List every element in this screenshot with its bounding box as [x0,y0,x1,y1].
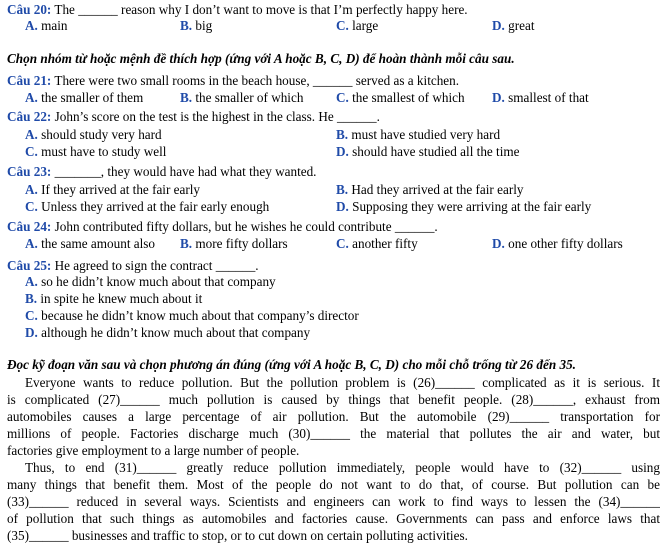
option-b[interactable]: B. more fifty dollars [180,236,288,251]
question-25 [0,257,671,274]
passage-line: Everyone wants to reduce pollution. But the pollution problem is (26)______ complicated as it is serious. It [25,375,660,390]
passage-line: factories give employment to a large number of people. [7,443,300,458]
question-stem: The ______ reason why I don’t want to move is that I’m perfectly happy here. [54,2,468,17]
passage-line: is complicated (27)______ much pollution is caused by things that benefit people. (28)______, exhaust from [7,392,660,407]
option-c[interactable]: C. the smallest of which [336,90,465,105]
question-25-option-c [0,307,671,324]
option-a[interactable]: A. should study very hard [25,127,162,142]
question-25-option-d [0,324,671,341]
passage-line: Thus, to end (31)______ greatly reduce pollution immediately, people would have to (32)______ using [25,460,660,475]
option-d[interactable]: D. although he didn’t know much about that company [25,325,311,340]
option-a[interactable]: A. so he didn’t know much about that company [25,274,276,289]
question-stem: _______, they would have had what they wanted. [54,164,317,179]
passage-line: many things that benefit them. Most of the people do not want to do that, of course. But pollution can be [7,477,660,492]
question-number: Câu 24: [7,219,52,234]
question-stem: There were two small rooms in the beach house, ______ served as a kitchen. [54,73,460,88]
question-21-options [0,89,671,106]
passage-line: millions of people. Factories discharge much (30)______ the material that pollutes the air and water, but [7,426,660,441]
passage-line: (35)______ businesses and traffic to stop, or to cut down on certain polluting activities. [7,528,468,543]
passage-line: (33)______ reduced in several ways. Scientists and engineers can work to find ways to lessen the (34)______ [7,494,660,509]
question-stem: John’s score on the test is the highest in the class. He ______. [54,109,380,124]
question-24-options [0,235,671,252]
question-22-options-ab [0,126,671,143]
question-23-options-ab [0,181,671,198]
passage-line: of pollution that such things as automobiles and factories cause. Governments can pass and enforce laws that [7,511,660,526]
question-20 [0,1,671,18]
option-c[interactable]: C. must have to study well [25,144,167,159]
question-23-options-cd [0,198,671,215]
option-b[interactable]: B. must have studied very hard [336,127,501,142]
option-b[interactable]: B. big [180,18,213,33]
question-20-options [0,17,671,34]
question-stem: He agreed to sign the contract ______. [54,258,259,273]
reading-passage [7,374,660,544]
option-c[interactable]: C. because he didn’t know much about that company’s director [25,308,359,323]
option-b[interactable]: B. in spite he knew much about it [25,291,203,306]
option-c[interactable]: C. another fifty [336,236,418,251]
question-number: Câu 21: [7,73,52,88]
question-24 [0,218,671,235]
question-21 [0,72,671,89]
question-number: Câu 25: [7,258,52,273]
option-d[interactable]: D. should have studied all the time [336,144,520,159]
question-number: Câu 23: [7,164,52,179]
option-a[interactable]: A. the same amount also [25,236,156,251]
option-d[interactable]: D. smallest of that [492,90,589,105]
question-22 [0,108,671,125]
option-a[interactable]: A. main [25,18,68,33]
option-b[interactable]: B. Had they arrived at the fair early [336,182,524,197]
option-d[interactable]: D. Supposing they were arriving at the fair early [336,199,592,214]
question-stem: John contributed fifty dollars, but he wishes he could contribute ______. [54,219,438,234]
option-a[interactable]: A. the smaller of them [25,90,144,105]
option-c[interactable]: C. Unless they arrived at the fair early enough [25,199,270,214]
question-23 [0,163,671,180]
option-a[interactable]: A. If they arrived at the fair early [25,182,201,197]
option-c[interactable]: C. large [336,18,379,33]
question-25-option-a [0,273,671,290]
question-22-options-cd [0,143,671,160]
question-number: Câu 22: [7,109,52,124]
question-25-option-b [0,290,671,307]
passage-line: automobiles causes a large percentage of air pollution. But the automobile (29)______ transportation for [7,409,660,424]
section-heading-reading: Đọc kỹ đoạn văn sau và chọn phương án đúng (ứng với A hoặc B, C, D) cho mỗi chỗ trống từ 26 đến 35. [7,357,576,372]
option-d[interactable]: D. one other fifty dollars [492,236,623,251]
section-heading-grammar: Chọn nhóm từ hoặc mệnh đề thích hợp (ứng với A hoặc B, C, D) để hoàn thành mỗi câu sau. [7,51,515,66]
option-d[interactable]: D. great [492,18,535,33]
question-number: Câu 20: [7,2,52,17]
option-b[interactable]: B. the smaller of which [180,90,304,105]
